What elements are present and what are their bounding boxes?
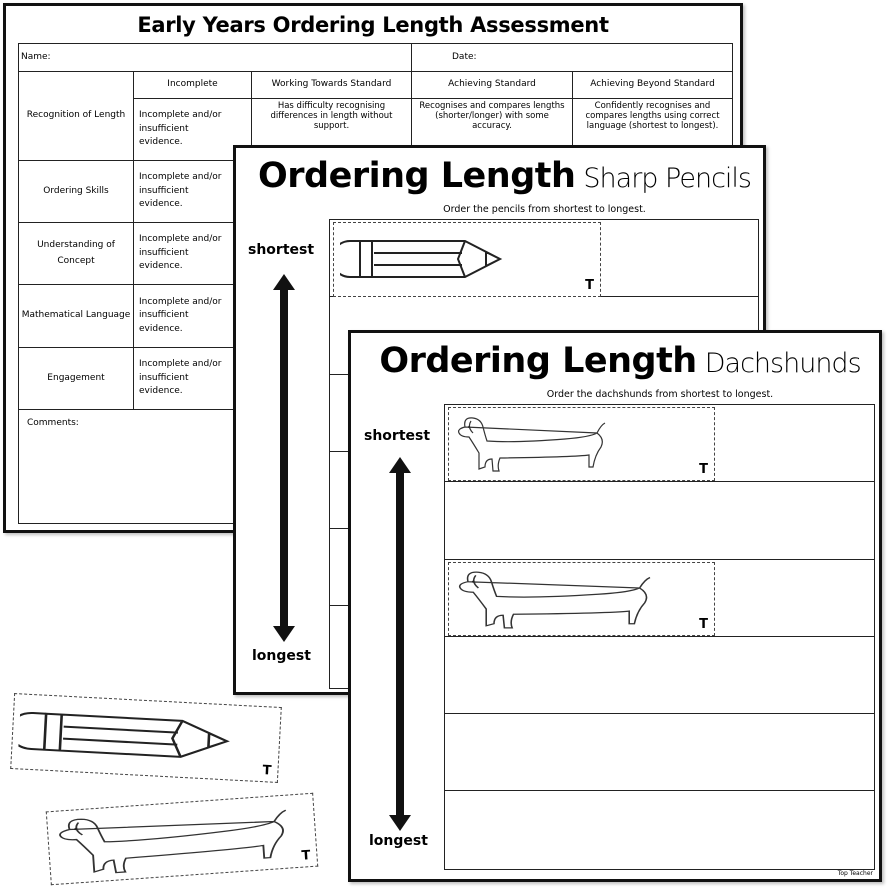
dachshund-icon bbox=[53, 799, 297, 882]
pencil-icon bbox=[340, 239, 510, 281]
dachshunds-instruction: Order the dachshunds from shortest to longest. bbox=[546, 389, 774, 400]
shortest-label: shortest bbox=[364, 428, 431, 444]
cell: Incomplete and/or insufficient evidence. bbox=[134, 285, 252, 348]
cell: Incomplete and/or insufficient evidence. bbox=[134, 348, 252, 410]
dachshund-cutout-card[interactable] bbox=[46, 793, 319, 886]
pencil-card[interactable] bbox=[333, 222, 601, 297]
pencils-title: Ordering Length Sharp Pencils bbox=[258, 156, 751, 196]
pencil-icon bbox=[18, 710, 240, 763]
criterion: Engagement bbox=[19, 348, 134, 410]
dachshunds-title: Ordering Length Dachshunds bbox=[379, 341, 861, 381]
column-header: Working Towards Standard bbox=[252, 72, 412, 99]
dachshund-card[interactable] bbox=[448, 562, 715, 636]
cell: Confidently recognises and compares lengths using correct language (shortest to longest). bbox=[573, 99, 733, 161]
card-mark: T bbox=[699, 617, 708, 632]
criterion: Ordering Skills bbox=[19, 161, 134, 223]
column-header: Incomplete bbox=[134, 72, 252, 99]
comments-field: Comments: bbox=[19, 410, 733, 524]
column-header: Achieving Beyond Standard bbox=[573, 72, 733, 99]
pencils-instruction: Order the pencils from shortest to longest. bbox=[443, 204, 646, 215]
column-header: Achieving Standard bbox=[412, 72, 573, 99]
assessment-title: Early Years Ordering Length Assessment bbox=[137, 13, 609, 37]
dachshund-icon bbox=[455, 413, 615, 475]
card-mark: T bbox=[301, 848, 311, 864]
arrow-icon bbox=[280, 288, 288, 628]
longest-label: longest bbox=[369, 833, 428, 849]
card-mark: T bbox=[262, 763, 272, 779]
criterion: Mathematical Language bbox=[19, 285, 134, 348]
cell: Incomplete and/or insufficient evidence. bbox=[134, 161, 252, 223]
brand-footer: Top Teacher bbox=[837, 870, 873, 877]
arrow-icon bbox=[396, 471, 404, 817]
pencil-cutout-card[interactable] bbox=[10, 693, 282, 783]
card-mark: T bbox=[699, 462, 708, 477]
shortest-label: shortest bbox=[248, 242, 315, 258]
dachshunds-sheet bbox=[348, 330, 882, 882]
longest-label: longest bbox=[252, 648, 311, 664]
criterion: Understanding of Concept bbox=[19, 223, 134, 285]
date-field: Date: bbox=[412, 44, 733, 72]
name-field: Name: bbox=[19, 44, 412, 72]
cell: Recognises and compares lengths (shorter/longer) with some accuracy. bbox=[412, 99, 573, 161]
cell: Has difficulty recognising differences in length without support. bbox=[252, 99, 412, 161]
dachshund-icon bbox=[455, 567, 665, 633]
cell: Incomplete and/or insufficient evidence. bbox=[134, 99, 252, 161]
cell: Incomplete and/or insufficient evidence. bbox=[134, 223, 252, 285]
card-mark: T bbox=[585, 278, 594, 293]
criterion: Recognition of Length bbox=[19, 72, 134, 161]
dachshund-card[interactable] bbox=[448, 407, 715, 481]
